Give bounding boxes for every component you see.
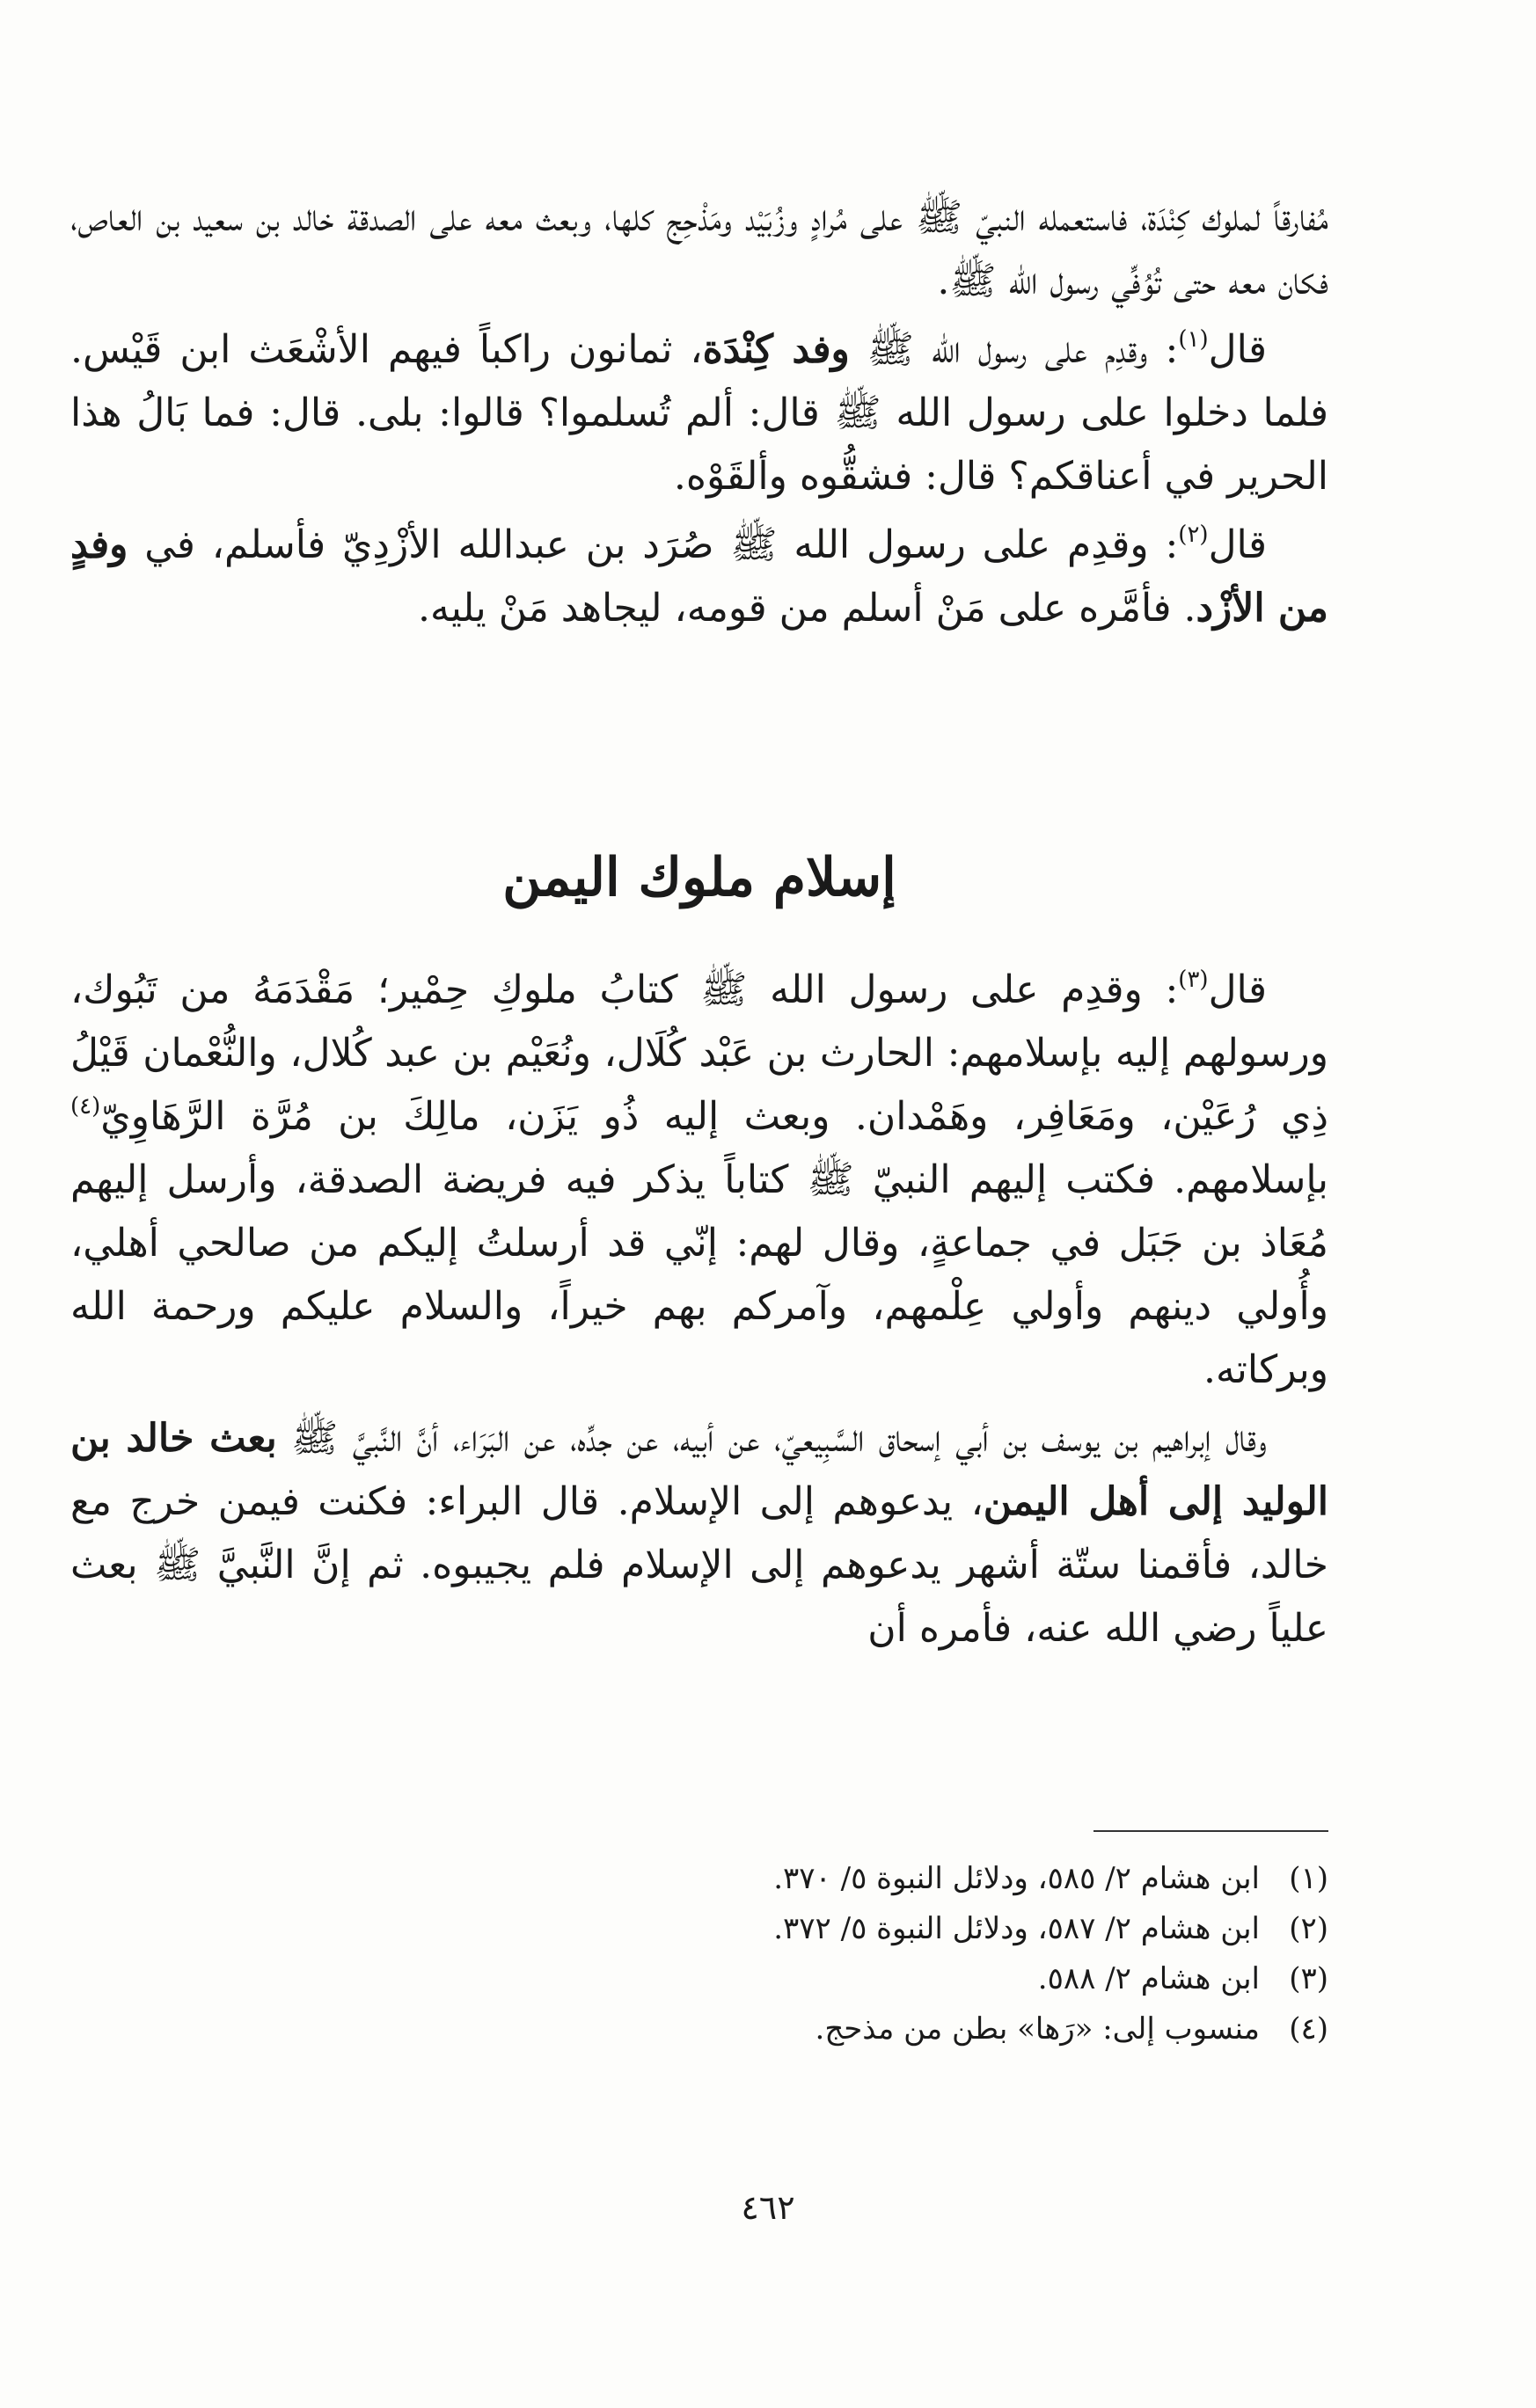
footnote-ref-1[interactable]: (١) [1178,326,1209,353]
footnote-item [70,1904,1328,1954]
paragraph-khalid-yemen: وقال إبراهيم بن يوسف بن أبي إسحاق السَّبِيعيّ، عن أبيه، عن جدِّه، عن البَرَاء، أنَّ النَّبيَّ ﷺ بعث خالد بن الوليد إلى أهل اليمن، يدعوهم إلى الإسلام. قال البراء: فكنت فيمن خرج مع خالد، فأقمنا ستّة أشهر يدعوهم إلى الإسلام فلم يجيبوه. ثم إنَّ النَّبيَّ ﷺ بعث علياً رضي الله عنه، فأمره أن [70,1416,1328,1651]
paragraph-continuation: مُفارقاً لملوك كِنْدَة، فاستعمله النبيّ ﷺ على مُرادٍ وزُبَيْد ومَذْحِج كلها، وبعث معه على الصدقة خالد بن سعيد بن العاص، فكان معه حتى تُوُفِّي رسول الله ﷺ. [70,195,1328,303]
footnotes [70,1854,1328,2054]
footnote-number: (٢) [1289,1911,1328,1946]
footnote-item [70,2004,1328,2054]
paragraph-himyar-kings: قال$^{(٣)}$: وقدِم على رسول الله ﷺ كتابُ ملوكِ حِمْير؛ مَقْدَمَهُ من تَبُوك، ورسولهم إليه بإسلامهم: الحارث بن عَبْد كُلَال، ونُعَيْم بن عبد كُلال، والنُّعْمان قَيْلُ ذِي رُعَيْن، ومَعَافِر، وهَمْدان. وبعث إليه ذُو يَزَن، مالِكَ بن مُرَّة الرَّهَاوِيّ$^{(٤)}$ بإسلامهم. فكتب إليهم النبيّ ﷺ كتاباً يذكر فيه فريضة الصدقة، وأرسل إليهم مُعَاذ بن جَبَل في جماعةٍ، وقال لهم: إنّي قد أرسلتُ إليكم من صالحي أهلي، وأُولي دينهم وأولي عِلْمهم، وآمركم بهم خيراً، والسلام عليكم ورحمة الله وبركاته. [70,967,1328,1392]
footnote-text: ابن هشام ٢/ ٥٨٧، ودلائل النبوة ٥/ ٣٧٢. [773,1911,1260,1946]
footnote-number: (١) [1289,1861,1328,1896]
footnote-text: ابن هشام ٢/ ٥٨٨. [1037,1961,1260,1996]
footnote-number: (٣) [1289,1961,1328,1996]
section-one [70,186,1328,640]
bold-khalid-yemen: بعث خالد بن الوليد إلى أهل اليمن [70,1416,1328,1524]
paragraph-azd-delegation: قال$^{(٢)}$: وقدِم على رسول الله ﷺ صُرَد بن عبدالله الأزْدِيّ فأسلم، في وفدٍ من الأزْد. فأمَّره على مَنْ أسلم من قومه، ليجاهد مَنْ يليه. [70,522,1328,631]
said-word: قال [1208,327,1268,372]
section-heading: إسلام ملوك اليمن [502,847,896,908]
section-two [70,959,1328,1660]
footnote-divider [1093,1830,1328,1832]
footnote-ref-2[interactable]: (٢) [1178,522,1209,548]
bold-azd-delegation: وفدٍ من الأزْد [70,522,1328,631]
paragraph-kinda-delegation: قال$^{(١)}$: وقدِم على رسول الله ﷺ وفد كِنْدَة، ثمانون راكباً فيهم الأشْعَث ابن قَيْس. فلما دخلوا على رسول الله ﷺ قال: ألم تُسلموا؟ قالوا: بلى. قال: فما بَالُ هذا الحرير في أعناقكم؟ قال: فشقُّوه وألقَوْه. [70,326,1328,499]
footnote-number: (٤) [1289,2011,1328,2047]
bold-kinda-delegation: وفد كِنْدَة [702,327,850,372]
footnote-ref-4[interactable]: (٤) [70,1093,101,1120]
footnote-text: ابن هشام ٢/ ٥٨٥، ودلائل النبوة ٥/ ٣٧٠. [773,1861,1260,1896]
page-number: ٤٦٢ [741,2188,795,2227]
footnote-ref-3[interactable]: (٣) [1178,967,1209,993]
footnote-item [70,1854,1328,1904]
footnote-item [70,1954,1328,2004]
footnote-text: منسوب إلى: «رَها» بطن من مذحج. [815,2011,1260,2047]
